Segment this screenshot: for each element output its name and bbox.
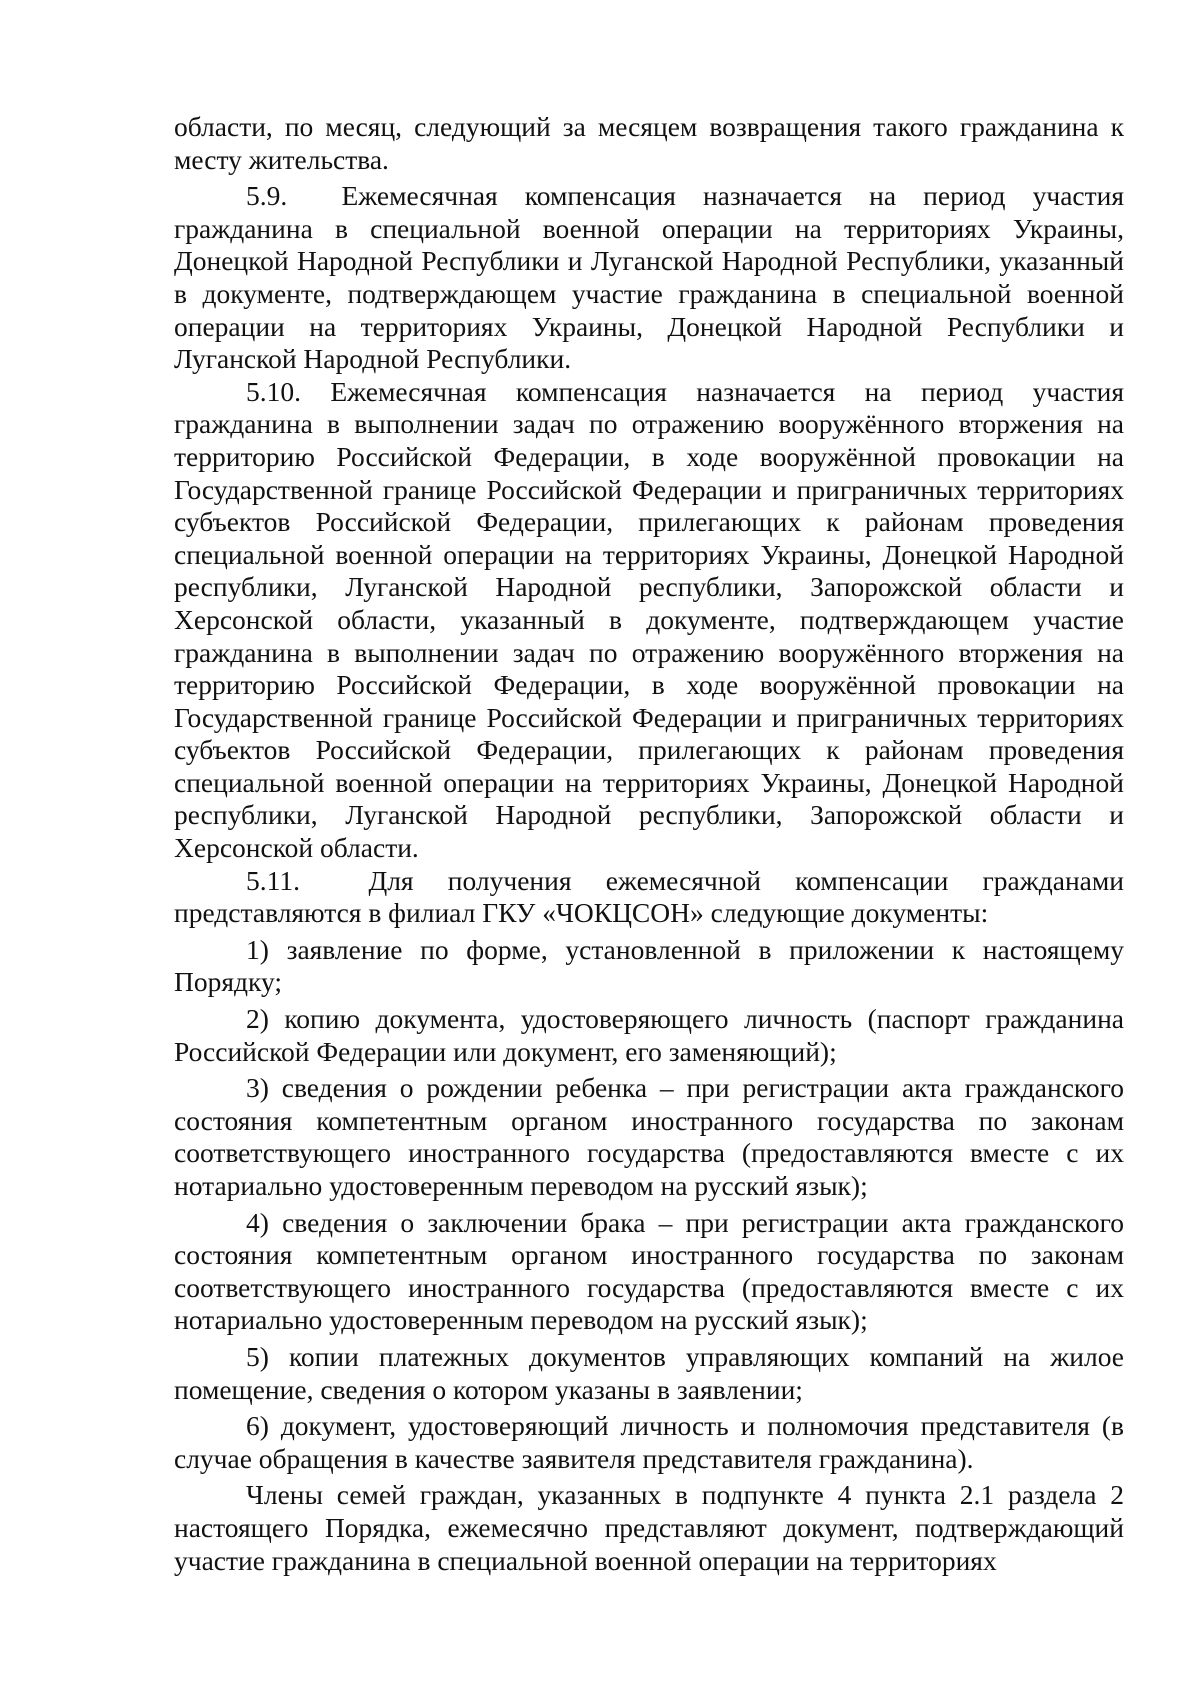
list-item-6: 6) документ, удостоверяющий личность и полномочия представителя (в случае обращения в качестве заявителя представителя гражданина). <box>174 1410 1124 1474</box>
list-item-5: 5) копии платежных документов управляющих компаний на жилое помещение, сведения о котором указаны в заявлении; <box>174 1340 1124 1405</box>
list-item-2: 2) копию документа, удостоверяющего личность (паспорт гражданина Российской Федерации или документ, его заменяющий); <box>174 1003 1124 1067</box>
paragraph-family-members: Члены семей граждан, указанных в подпункте 4 пункта 2.1 раздела 2 настоящего Порядка, ежемесячно представляют документ, подтверждающий участие гражданина в специальной военной операции на территориях <box>174 1479 1124 1576</box>
paragraph-5-9: 5.9. Ежемесячная компенсация назначается на период участия гражданина в специальной военной операции на территориях Украины, Донецкой Народной Республики и Луганской Народной Республики, указанный в документе, подтверждающем участие гражданина в специальной военной операции на территориях Украины, Донецкой Народной Республики и Луганской Народной Республики. <box>174 180 1124 375</box>
list-item-4: 4) сведения о заключении брака – при регистрации акта гражданского состояния компетентным органом иностранного государства по законам соответствующего иностранного государства (предоставляются вместе с их нотариально удостоверенным переводом на русский язык); <box>174 1206 1124 1336</box>
list-item-1: 1) заявление по форме, установленной в приложении к настоящему Порядку; <box>174 933 1124 998</box>
paragraph-5-11: 5.11. Для получения ежемесячной компенсации гражданами представляются в филиал ГКУ «ЧОКЦСОН» следующие документы: <box>174 864 1124 929</box>
paragraph-continuation: области, по месяц, следующий за месяцем возвращения такого гражданина к месту жительства. <box>174 111 1124 175</box>
document-page <box>174 111 1124 1577</box>
paragraph-5-10: 5.10. Ежемесячная компенсация назначается на период участия гражданина в выполнении задач по отражению вооружённого вторжения на территорию Российской Федерации, в ходе вооружённой провокации на Государственной границе Российской Федерации и приграничных территориях субъектов Российской Федерации, прилегающих к районам проведения специальной военной операции на территориях Украины, Донецкой Народной республики, Луганской Народной республики, Запорожской области и Херсонской области, указанный в документе, подтверждающем участие гражданина в выполнении задач по отражению вооружённого вторжения на территорию Российской Федерации, в ходе вооружённой провокации на Государственной границе Российской Федерации и приграничных территориях субъектов Российской Федерации, прилегающих к районам проведения специальной военной операции на территориях Украины, Донецкой Народной республики, Луганской Народной республики, Запорожской области и Херсонской области. <box>174 375 1124 864</box>
list-item-3: 3) сведения о рождении ребенка – при регистрации акта гражданского состояния компетентным органом иностранного государства по законам соответствующего иностранного государства (предоставляются вместе с их нотариально удостоверенным переводом на русский язык); <box>174 1072 1124 1201</box>
